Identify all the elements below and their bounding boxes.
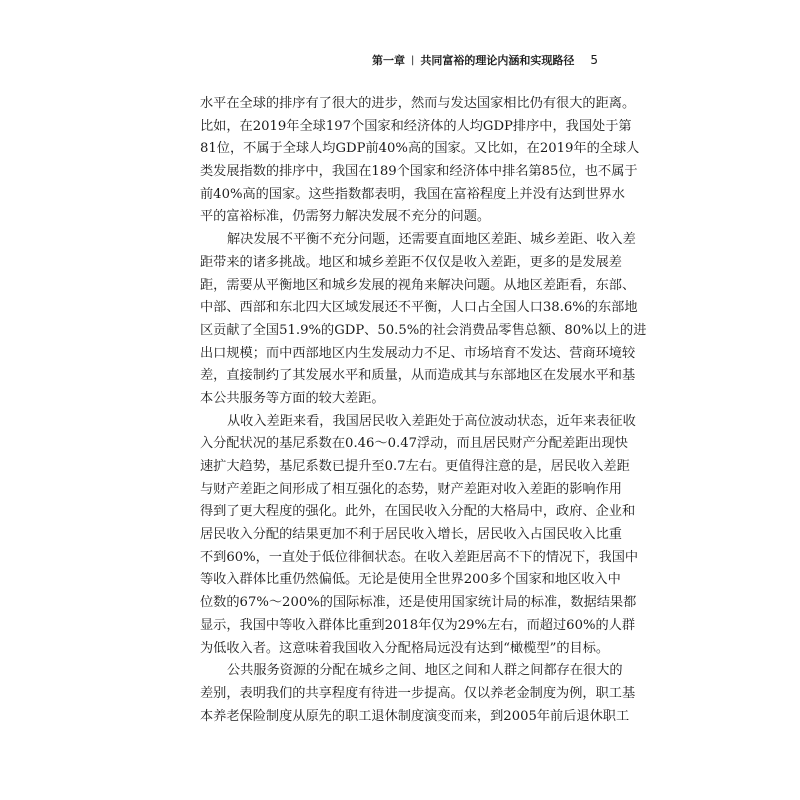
- header-separator: |: [410, 54, 415, 66]
- text-line: 类发展指数的排序中，我国在189个国家和经济体中排名第85位，也不属于: [200, 164, 638, 180]
- text-line: 从收入差距来看，我国居民收入差距处于高位波动状态，近年来表征收: [227, 413, 636, 429]
- text-line: 平的富裕标准，仍需努力解决发展不充分的问题。: [200, 209, 491, 225]
- chapter-title: 共同富裕的理论内涵和实现路径: [420, 54, 575, 67]
- text-line: 比如，在2019年全球197个国家和经济体的人均GDP排序中，我国处于第: [200, 118, 632, 134]
- text-line: 解决发展不平衡不充分问题，还需要直面地区差距、城乡差距、收入差: [227, 232, 636, 248]
- text-line: 距，需要从平衡地区和城乡发展的视角来解决问题。从地区差距看，东部、: [200, 277, 636, 293]
- text-line: 中部、西部和东北四大区域发展还不平衡，人口占全国人口38.6%的东部地: [200, 300, 638, 316]
- text-line: 速扩大趋势，基尼系数已提升至0.7左右。更值得注意的是，居民收入差距: [200, 459, 630, 474]
- body-text: [200, 93, 647, 728]
- text-line: 水平在全球的排序有了很大的进步，然而与发达国家相比仍有很大的距离。: [200, 96, 636, 111]
- text-line: 等收入群体比重仍然偏低。无论是使用全世界200多个国家和地区收入中: [200, 572, 621, 588]
- text-line: 位数的67%～200%的国际标准，还是使用国家统计局的标准，数据结果都: [200, 595, 637, 611]
- text-line: 差，直接制约了其发展水平和质量，从而造成其与东部地区在发展水平和基: [200, 368, 636, 384]
- text-line: 入分配状况的基尼系数在0.46～0.47浮动，而且居民财产分配差距出现快: [200, 436, 628, 452]
- running-header: [371, 50, 598, 70]
- text-line: 区贡献了全国51.9%的GDP、50.5%的社会消费品零售总额、80%以上的进: [200, 322, 647, 338]
- text-line: 距带来的诸多挑战。地区和城乡差距不仅仅是收入差距，更多的是发展差: [200, 254, 622, 270]
- text-line: 公共服务资源的分配在城乡之间、地区之间和人群之间都存在很大的: [227, 663, 623, 679]
- text-line: 居民收入分配的结果更加不利于居民收入增长，居民收入占国民收入比重: [200, 527, 622, 543]
- text-line: 与财产差距之间形成了相互强化的态势，财产差距对收入差距的影响作用: [200, 481, 622, 497]
- text-line: 出口规模；而中西部地区内生发展动力不足、市场培育不发达、营商环境较: [200, 345, 636, 361]
- text-line: 本养老保险制度从原先的职工退休制度演变而来，到2005年前后退休职工: [200, 708, 630, 724]
- text-line: 本公共服务等方面的较大差距。: [200, 390, 385, 406]
- text-line: 为低收入者。这意味着我国收入分配格局远没有达到“橄榄型”的目标。: [200, 640, 610, 656]
- text-line: 得到了更大程度的强化。此外，在国民收入分配的大格局中，政府、企业和: [200, 504, 636, 520]
- page-number: 5: [590, 53, 598, 67]
- text-line: 显示，我国中等收入群体比重到2018年仅为29%左右，而超过60%的人群: [200, 617, 636, 633]
- chapter-label: 第一章: [371, 54, 405, 67]
- text-line: 81位，不属于全球人均GDP前40%高的国家。又比如，在2019年的全球人: [200, 141, 640, 157]
- text-line: 前40%高的国家。这些指数都表明，我国在富裕程度上并没有达到世界水: [200, 186, 625, 202]
- text-line: 差别，表明我们的共享程度有待进一步提高。仅以养老金制度为例，职工基: [200, 685, 636, 701]
- text-line: 不到60%，一直处于低位徘徊状态。在收入差距居高不下的情况下，我国中: [200, 549, 639, 565]
